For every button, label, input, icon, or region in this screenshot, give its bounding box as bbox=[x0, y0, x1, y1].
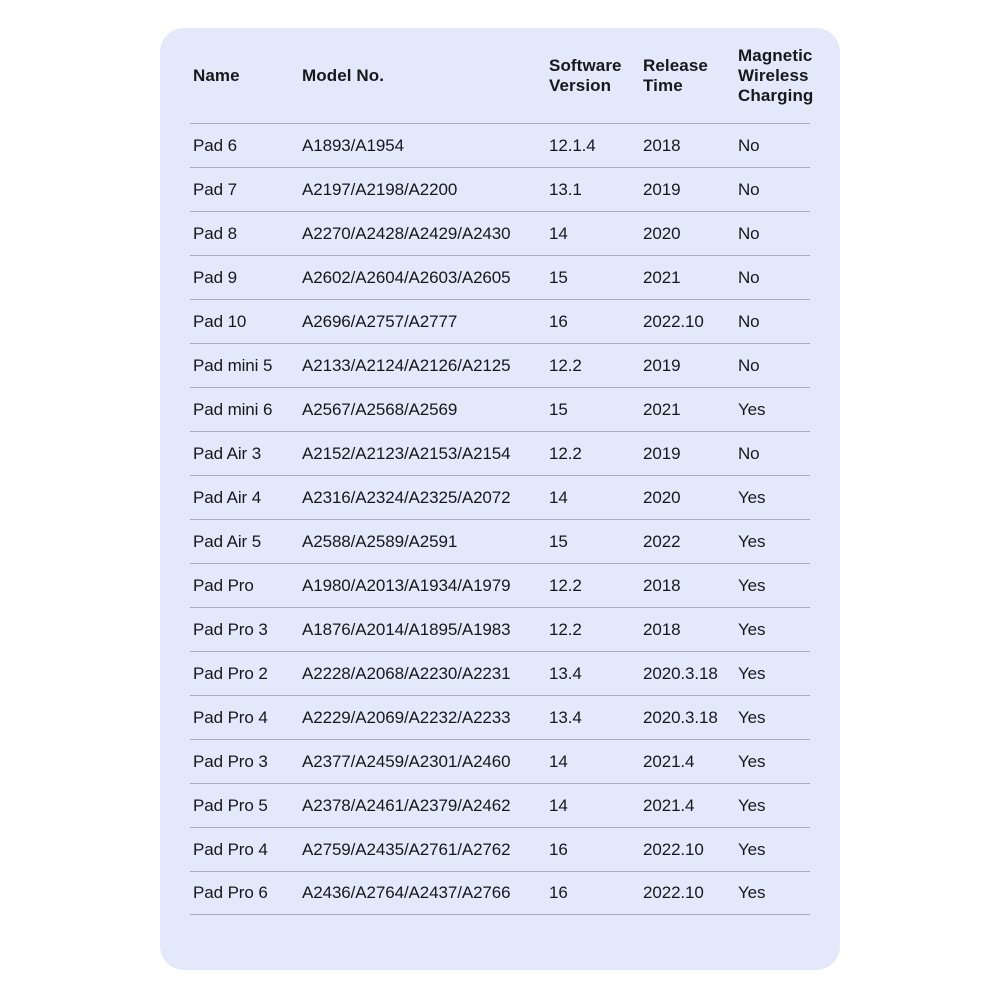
cell-software-version: 16 bbox=[549, 883, 568, 902]
cell-magnetic-wireless-charging: Yes bbox=[738, 795, 766, 815]
table-row bbox=[190, 607, 810, 651]
cell-name: Pad Pro 4 bbox=[193, 707, 268, 727]
table-row bbox=[190, 519, 810, 563]
cell-model-no: A2152/A2123/A2153/A2154 bbox=[302, 443, 511, 463]
table-row bbox=[190, 343, 810, 387]
cell-release-time: 2022.10 bbox=[643, 839, 704, 859]
spec-table bbox=[190, 28, 814, 915]
cell-release-time: 2019 bbox=[643, 179, 681, 199]
cell-release-time: 2021.4 bbox=[643, 795, 695, 815]
cell-release-time: 2020 bbox=[643, 223, 681, 243]
cell-software-version: 13.4 bbox=[549, 707, 582, 727]
cell-magnetic-wireless-charging: No bbox=[738, 223, 760, 243]
cell-name: Pad Air 3 bbox=[193, 443, 262, 463]
cell-magnetic-wireless-charging: No bbox=[738, 355, 760, 375]
cell-software-version: 12.2 bbox=[549, 575, 582, 595]
cell-model-no: A2567/A2568/A2569 bbox=[302, 399, 458, 419]
cell-name: Pad Pro 6 bbox=[193, 883, 268, 902]
cell-name: Pad 10 bbox=[193, 311, 247, 331]
cell-magnetic-wireless-charging: Yes bbox=[738, 707, 766, 727]
cell-software-version: 12.2 bbox=[549, 619, 582, 639]
cell-name: Pad Air 5 bbox=[193, 531, 262, 551]
cell-name: Pad 9 bbox=[193, 267, 237, 287]
cell-magnetic-wireless-charging: No bbox=[738, 267, 760, 287]
cell-name: Pad Pro 5 bbox=[193, 795, 268, 815]
cell-name: Pad Air 4 bbox=[193, 487, 262, 507]
table-row bbox=[190, 211, 810, 255]
cell-name: Pad 6 bbox=[193, 135, 237, 155]
column-header-software-version: Software Version bbox=[549, 55, 622, 95]
cell-magnetic-wireless-charging: Yes bbox=[738, 619, 766, 639]
cell-name: Pad Pro 3 bbox=[193, 751, 268, 771]
spec-table-card bbox=[160, 28, 840, 970]
cell-magnetic-wireless-charging: No bbox=[738, 179, 760, 199]
cell-release-time: 2022.10 bbox=[643, 883, 704, 902]
cell-release-time: 2018 bbox=[643, 135, 681, 155]
table-row bbox=[190, 475, 810, 519]
column-header-release-time: Release Time bbox=[643, 55, 708, 95]
table-row bbox=[190, 431, 810, 475]
cell-model-no: A2696/A2757/A2777 bbox=[302, 311, 458, 331]
cell-software-version: 14 bbox=[549, 751, 568, 771]
cell-software-version: 16 bbox=[549, 311, 568, 331]
cell-software-version: 14 bbox=[549, 223, 568, 243]
cell-release-time: 2020.3.18 bbox=[643, 707, 718, 727]
cell-release-time: 2018 bbox=[643, 619, 681, 639]
cell-name: Pad Pro 2 bbox=[193, 663, 268, 683]
cell-release-time: 2021.4 bbox=[643, 751, 695, 771]
cell-model-no: A2759/A2435/A2761/A2762 bbox=[302, 839, 511, 859]
cell-name: Pad 8 bbox=[193, 223, 237, 243]
cell-magnetic-wireless-charging: Yes bbox=[738, 531, 766, 551]
cell-release-time: 2020 bbox=[643, 487, 681, 507]
cell-name: Pad mini 6 bbox=[193, 399, 273, 419]
cell-software-version: 13.4 bbox=[549, 663, 582, 683]
cell-model-no: A1893/A1954 bbox=[302, 135, 404, 155]
cell-magnetic-wireless-charging: Yes bbox=[738, 663, 766, 683]
cell-software-version: 13.1 bbox=[549, 179, 582, 199]
cell-model-no: A2588/A2589/A2591 bbox=[302, 531, 458, 551]
cell-magnetic-wireless-charging: Yes bbox=[738, 399, 766, 419]
cell-magnetic-wireless-charging: Yes bbox=[738, 751, 766, 771]
table-row bbox=[190, 123, 810, 167]
table-row bbox=[190, 255, 810, 299]
cell-magnetic-wireless-charging: Yes bbox=[738, 839, 766, 859]
table-row bbox=[190, 563, 810, 607]
cell-software-version: 15 bbox=[549, 531, 568, 551]
table-row bbox=[190, 387, 810, 431]
cell-magnetic-wireless-charging: No bbox=[738, 135, 760, 155]
cell-magnetic-wireless-charging: No bbox=[738, 311, 760, 331]
cell-model-no: A2602/A2604/A2603/A2605 bbox=[302, 267, 511, 287]
cell-release-time: 2022.10 bbox=[643, 311, 704, 331]
cell-model-no: A2228/A2068/A2230/A2231 bbox=[302, 663, 511, 683]
column-header-name: Name bbox=[193, 65, 240, 85]
cell-model-no: A2316/A2324/A2325/A2072 bbox=[302, 487, 511, 507]
cell-model-no: A1876/A2014/A1895/A1983 bbox=[302, 619, 511, 639]
cell-magnetic-wireless-charging: Yes bbox=[738, 575, 766, 595]
cell-software-version: 14 bbox=[549, 795, 568, 815]
column-header-model-no: Model No. bbox=[302, 65, 385, 85]
cell-release-time: 2020.3.18 bbox=[643, 663, 718, 683]
table-row bbox=[190, 299, 810, 343]
cell-model-no: A2197/A2198/A2200 bbox=[302, 179, 458, 199]
cell-release-time: 2018 bbox=[643, 575, 681, 595]
cell-model-no: A2378/A2461/A2379/A2462 bbox=[302, 795, 511, 815]
table-row bbox=[190, 783, 810, 827]
cell-magnetic-wireless-charging: Yes bbox=[738, 883, 766, 902]
cell-magnetic-wireless-charging: No bbox=[738, 443, 760, 463]
cell-software-version: 12.2 bbox=[549, 355, 582, 375]
cell-model-no: A2377/A2459/A2301/A2460 bbox=[302, 751, 511, 771]
table-row bbox=[190, 651, 810, 695]
table-row bbox=[190, 695, 810, 739]
cell-model-no: A2229/A2069/A2232/A2233 bbox=[302, 707, 511, 727]
cell-release-time: 2019 bbox=[643, 355, 681, 375]
cell-model-no: A2436/A2764/A2437/A2766 bbox=[302, 883, 511, 902]
cell-model-no: A2133/A2124/A2126/A2125 bbox=[302, 355, 511, 375]
cell-name: Pad Pro bbox=[193, 575, 254, 595]
cell-model-no: A2270/A2428/A2429/A2430 bbox=[302, 223, 511, 243]
table-row bbox=[190, 827, 810, 871]
cell-name: Pad mini 5 bbox=[193, 355, 273, 375]
cell-software-version: 12.1.4 bbox=[549, 135, 596, 155]
cell-name: Pad Pro 3 bbox=[193, 619, 268, 639]
cell-magnetic-wireless-charging: Yes bbox=[738, 487, 766, 507]
cell-model-no: A1980/A2013/A1934/A1979 bbox=[302, 575, 511, 595]
table-row bbox=[190, 871, 810, 915]
cell-release-time: 2021 bbox=[643, 399, 681, 419]
cell-software-version: 12.2 bbox=[549, 443, 582, 463]
cell-software-version: 15 bbox=[549, 399, 568, 419]
cell-release-time: 2022 bbox=[643, 531, 681, 551]
cell-software-version: 15 bbox=[549, 267, 568, 287]
column-header-magnetic-wireless-charging: Magnetic Wireless Charging bbox=[738, 45, 814, 105]
table-row bbox=[190, 167, 810, 211]
cell-software-version: 16 bbox=[549, 839, 568, 859]
table-header-row bbox=[190, 28, 814, 123]
cell-release-time: 2019 bbox=[643, 443, 681, 463]
cell-name: Pad Pro 4 bbox=[193, 839, 268, 859]
table-row bbox=[190, 739, 810, 783]
cell-name: Pad 7 bbox=[193, 179, 237, 199]
cell-release-time: 2021 bbox=[643, 267, 681, 287]
cell-software-version: 14 bbox=[549, 487, 568, 507]
